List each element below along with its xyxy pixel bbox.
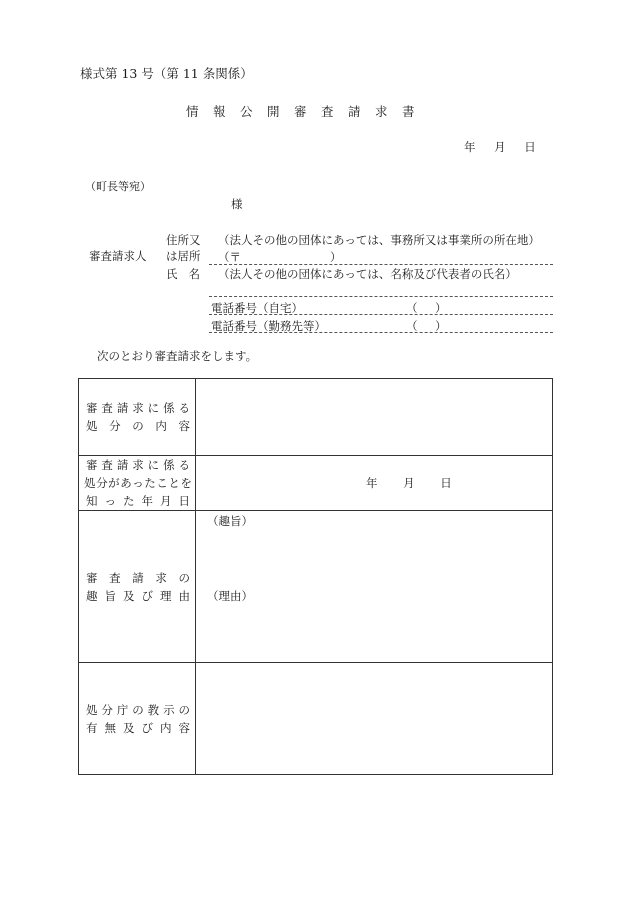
postal-code-close: ） xyxy=(330,250,342,264)
gist-label: （趣旨） xyxy=(207,514,253,528)
phone-home-paren: （ ） xyxy=(406,301,447,315)
row-label-line: 処分があったことを xyxy=(84,476,192,490)
table-row xyxy=(79,379,553,456)
disposition-date-label xyxy=(79,456,196,511)
row-label-line: 処分の内容 xyxy=(86,419,190,433)
name-label: 氏名 xyxy=(166,267,211,281)
phone-work-label: 電話番号（勤務先等） xyxy=(211,319,326,333)
addressee-label: （町長等宛） xyxy=(85,180,151,193)
row-label-line: 審査請求に係る xyxy=(86,401,190,415)
address-label-line2: は居所 xyxy=(166,249,201,263)
row-label-line: 知った年月日 xyxy=(86,494,190,508)
phone-home-underline xyxy=(209,314,553,315)
address-underline xyxy=(209,264,553,265)
form-number: 様式第 13 号（第 11 条関係） xyxy=(80,66,253,81)
disposition-date-placeholder: 年 月 日 xyxy=(366,476,452,490)
phone-work-underline xyxy=(209,332,553,333)
submission-date: 年 月 日 xyxy=(464,140,536,154)
intro-text: 次のとおり審査請求をします。 xyxy=(97,349,258,363)
instruction-label xyxy=(79,663,196,775)
request-table xyxy=(78,378,553,775)
address-note: （法人その他の団体にあっては、事務所又は事業所の所在地） xyxy=(218,233,540,247)
table-row xyxy=(79,511,553,663)
disposition-content-field[interactable] xyxy=(196,379,553,456)
requester-label: 審査請求人 xyxy=(89,249,147,263)
phone-home-label: 電話番号（自宅） xyxy=(211,301,303,315)
postal-code-open: （〒 xyxy=(218,250,241,264)
gist-reason-field[interactable] xyxy=(196,511,553,663)
disposition-content-label xyxy=(79,379,196,456)
row-label-line: 審査請求に係る xyxy=(86,458,190,472)
address-label-line1: 住所又 xyxy=(166,233,201,247)
row-label-line: 処分庁の教示の xyxy=(86,702,190,717)
row-label-line: 審査請求の xyxy=(86,570,190,585)
phone-work-paren: （ ） xyxy=(406,319,447,333)
document-title: 情報公開審査請求書 xyxy=(186,104,430,119)
table-row xyxy=(79,456,553,511)
row-label-line: 趣旨及び理由 xyxy=(86,588,190,603)
addressee-honorific: 様 xyxy=(231,197,243,211)
name-underline xyxy=(209,296,553,297)
instruction-field[interactable] xyxy=(196,663,553,775)
gist-reason-label xyxy=(79,511,196,663)
table-row xyxy=(79,663,553,775)
reason-label: （理由） xyxy=(207,589,253,603)
disposition-date-field[interactable] xyxy=(196,456,553,511)
row-label-line: 有無及び内容 xyxy=(86,720,190,735)
name-note: （法人その他の団体にあっては、名称及び代表者の氏名） xyxy=(218,267,517,281)
